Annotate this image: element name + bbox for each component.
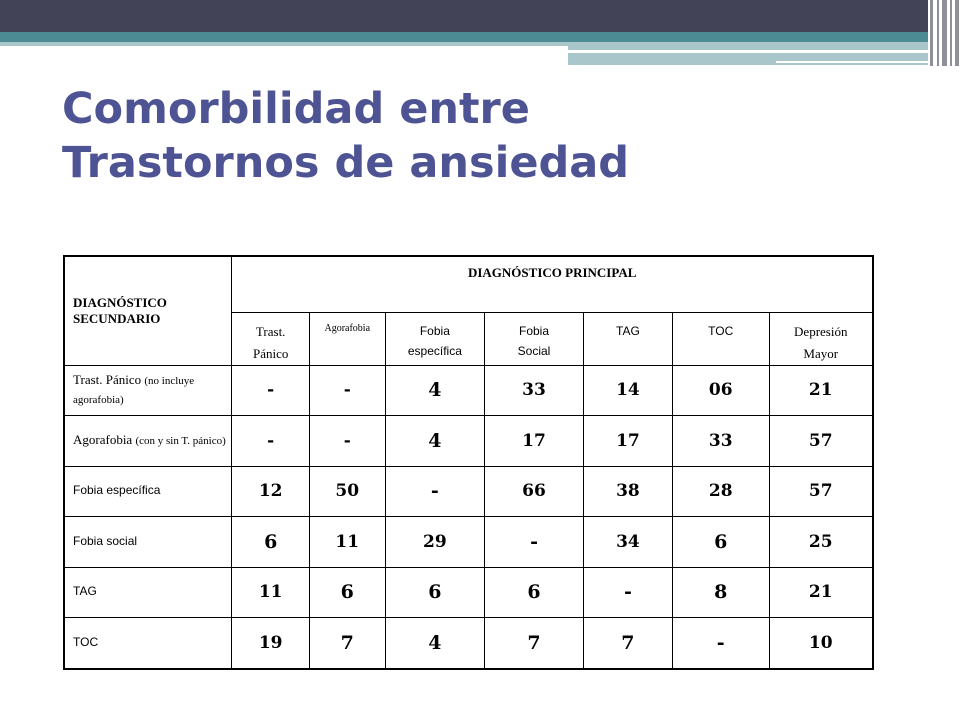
table-cell: 6	[232, 516, 310, 567]
table-cell: 19	[232, 617, 310, 669]
column-header: Depresión Mayor	[769, 312, 873, 365]
comorbidity-table	[63, 255, 874, 670]
table-cell: 6	[310, 567, 386, 617]
table-cell: -	[672, 617, 769, 669]
table-cell: 14	[583, 365, 672, 415]
table-cell: 33	[485, 365, 584, 415]
column-header: Fobia específica	[385, 312, 485, 365]
column-header: TOC	[672, 312, 769, 365]
table-cell: 4	[385, 365, 485, 415]
header-divider-line-short	[776, 61, 928, 63]
table-row	[64, 415, 873, 466]
column-header: TAG	[583, 312, 672, 365]
row-header: Fobia específica	[64, 466, 232, 516]
table-cell: 17	[583, 415, 672, 466]
corner-header-cell: DIAGNÓSTICO SECUNDARIO	[64, 256, 232, 365]
table-cell: 10	[769, 617, 873, 669]
table-cell: 4	[385, 415, 485, 466]
table-cell: 7	[583, 617, 672, 669]
table-cell: 6	[385, 567, 485, 617]
row-header: Agorafobia (con y sin T. pánico)	[64, 415, 232, 466]
table-cell: 21	[769, 567, 873, 617]
header-band-light	[0, 42, 568, 46]
row-header: Fobia social	[64, 516, 232, 567]
table-cell: 6	[672, 516, 769, 567]
table-cell: 21	[769, 365, 873, 415]
row-header: TAG	[64, 567, 232, 617]
table-cell: -	[385, 466, 485, 516]
table-row	[64, 466, 873, 516]
column-header: Trast. Pánico	[232, 312, 310, 365]
header-band-dark	[0, 0, 928, 32]
principal-header-cell: DIAGNÓSTICO PRINCIPAL	[232, 256, 873, 312]
header-vertical-stripes	[928, 0, 960, 66]
slide-title-line-2: Trastornos de ansiedad	[62, 138, 630, 188]
table-cell: 57	[769, 415, 873, 466]
table-cell: 7	[485, 617, 584, 669]
table-cell: -	[310, 415, 386, 466]
table-cell: 50	[310, 466, 386, 516]
slide-title-line-1: Comorbilidad entre	[62, 84, 530, 134]
table-cell: 17	[485, 415, 584, 466]
header-band-right-upper	[568, 42, 928, 50]
table-cell: -	[232, 365, 310, 415]
table-cell: -	[310, 365, 386, 415]
table-cell: 4	[385, 617, 485, 669]
table-cell: -	[232, 415, 310, 466]
table-row	[64, 365, 873, 415]
table-cell: 11	[310, 516, 386, 567]
row-header: TOC	[64, 617, 232, 669]
slide-title	[62, 82, 922, 190]
table-cell: 57	[769, 466, 873, 516]
table-cell: 25	[769, 516, 873, 567]
table-cell: 06	[672, 365, 769, 415]
table-cell: 66	[485, 466, 584, 516]
column-header: Fobia Social	[485, 312, 584, 365]
table-row	[64, 516, 873, 567]
table-cell: 12	[232, 466, 310, 516]
table-cell: 7	[310, 617, 386, 669]
table-cell: 29	[385, 516, 485, 567]
column-header: Agorafobia	[310, 312, 386, 365]
table-row	[64, 617, 873, 669]
table-cell: -	[485, 516, 584, 567]
header-band-right-lower	[568, 53, 928, 65]
table-cell: 33	[672, 415, 769, 466]
table-cell: 6	[485, 567, 584, 617]
table-cell: 8	[672, 567, 769, 617]
table-cell: 38	[583, 466, 672, 516]
header-band-teal	[0, 32, 928, 42]
table-cell: 28	[672, 466, 769, 516]
table-cell: 11	[232, 567, 310, 617]
row-header: Trast. Pánico (no incluye agorafobia)	[64, 365, 232, 415]
table-cell: -	[583, 567, 672, 617]
table-row	[64, 567, 873, 617]
table-cell: 34	[583, 516, 672, 567]
